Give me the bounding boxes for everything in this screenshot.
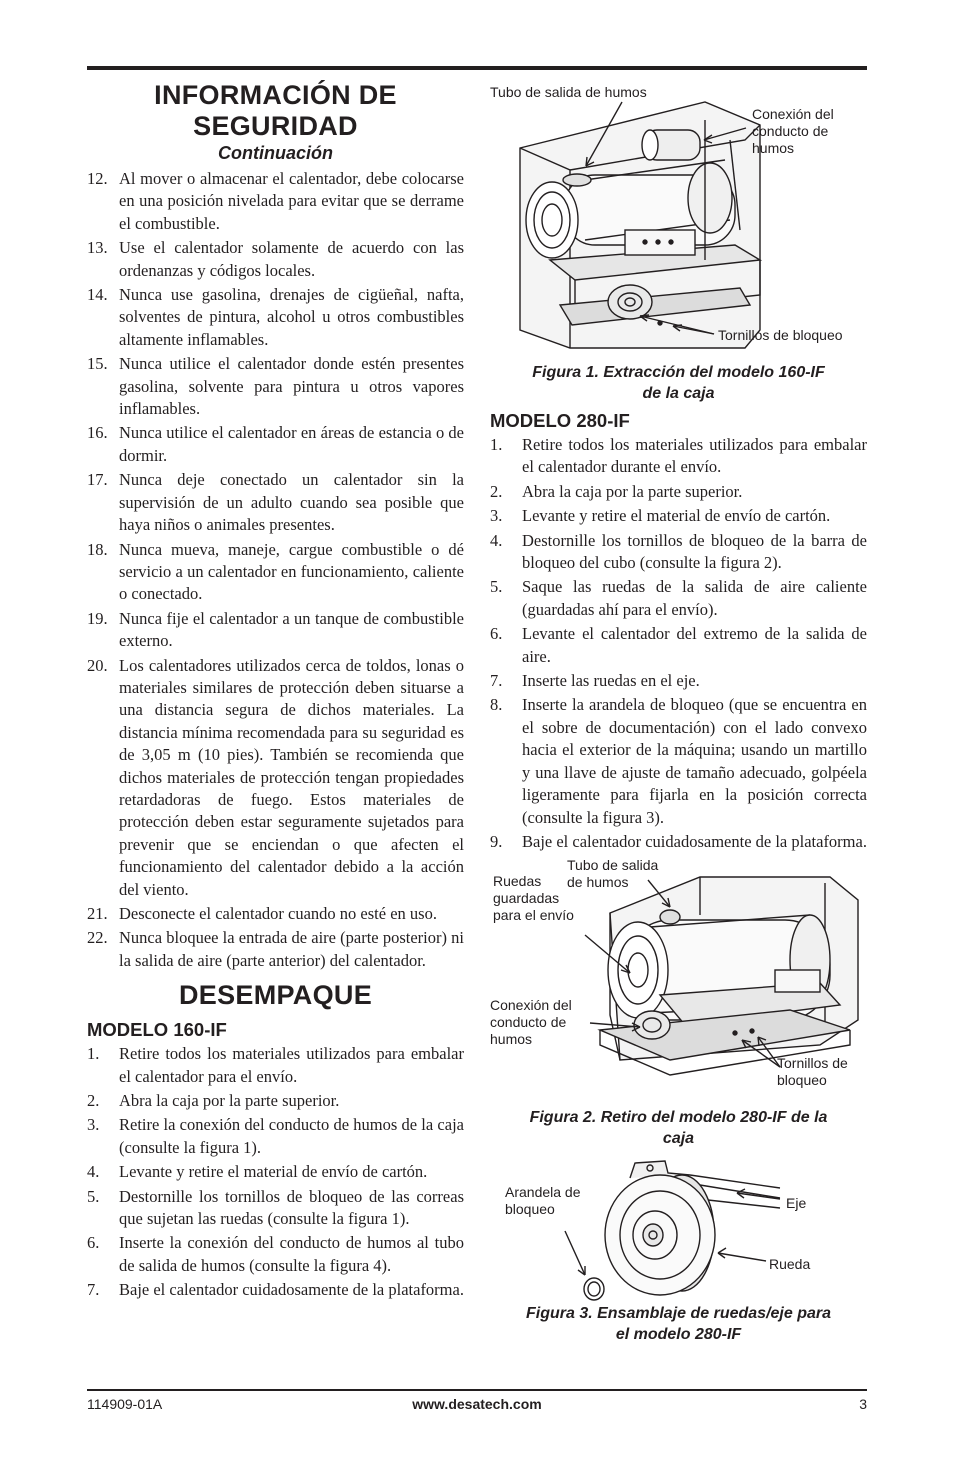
list-item — [87, 539, 464, 606]
fig2-callout-flue-line3: humos — [490, 1031, 533, 1048]
list-item-text: Retire todos los materiales utilizados para embalar el calentador durante el envío. — [522, 435, 867, 477]
list-item-text: Nunca bloquee la entrada de aire (parte posterior) ni la salida de aire (parte anterior) del calentador. — [119, 928, 464, 970]
fig1-callout-flue-line2: conducto de — [752, 123, 829, 139]
top-rule — [87, 66, 867, 70]
list-item-number: 3. — [490, 506, 503, 526]
list-item — [87, 469, 464, 536]
list-item-number: 14. — [87, 285, 108, 305]
figure3-caption-line1: Figura 3. Ensamblaje de ruedas/eje para — [525, 1305, 831, 1323]
list-item — [87, 1186, 464, 1231]
list-item — [87, 655, 464, 901]
figure3-caption — [490, 1303, 867, 1345]
list-item-number: 16. — [87, 423, 108, 443]
list-item-text: Nunca mueva, maneje, cargue combustible o dé servicio a un calentador en funcionamiento, caliente o conectado. — [119, 539, 464, 604]
list-item — [87, 1114, 464, 1159]
list-item — [490, 434, 867, 479]
safety-list — [87, 168, 464, 972]
list-item-text: Baje el calentador cuidadosamente de la plataforma. — [522, 831, 867, 851]
list-item — [87, 608, 464, 653]
list-item-text: Al mover o almacenar el calentador, debe colocarse en una posición nivelada para evitar que se derrame el combustible. — [119, 169, 464, 233]
fig2-callout-exhaust-line2: de humos — [567, 874, 629, 891]
list-item-text: Inserte las ruedas en el eje. — [522, 671, 700, 691]
model160-title: MODELO 160-IF — [87, 1019, 227, 1041]
list-item-number: 20. — [87, 655, 108, 675]
fig1-callout-flue-line1: Conexión del — [752, 106, 834, 122]
unpacking-title: DESEMPAQUE — [178, 980, 373, 1011]
list-item-number: 5. — [87, 1186, 100, 1206]
list-item-number: 2. — [490, 481, 503, 501]
list-item-number: 7. — [87, 1280, 100, 1300]
list-item-number: 1. — [87, 1044, 100, 1064]
list-item — [490, 505, 867, 527]
figure2-caption — [490, 1107, 867, 1149]
list-item — [87, 1161, 464, 1183]
footer-website[interactable]: www.desatech.com — [412, 1396, 542, 1412]
fig1-callout-flue — [752, 106, 834, 157]
fig2-callout-wheels — [493, 873, 574, 924]
figure3-drawing — [490, 1153, 867, 1303]
list-item — [490, 670, 867, 692]
figure3-caption-line2: el modelo 280-IF — [615, 1326, 742, 1344]
fig2-callout-exhaust — [567, 857, 658, 891]
safety-title-line2: SEGURIDAD — [193, 111, 358, 141]
fig2-callout-exhaust-line1: Tubo de salida — [567, 857, 659, 874]
fig2-callout-screws-line2: bloqueo — [777, 1072, 827, 1089]
list-item-text: Inserte la arandela de bloqueo (que se encuentra en el sobre de documentación) con el lado convexo hacia el exterior de la máquina; usando un martillo y una llave de ajuste de tamaño adecuado, golpéela ligeramente para fijarla en la posición correcta (consulte la figura 3). — [522, 695, 867, 827]
figure2-caption-line1: Figura 2. Retiro del modelo 280-IF de la — [529, 1109, 828, 1127]
fig1-callout-lock-screws: Tornillos de bloqueo — [718, 327, 843, 343]
fig3-callout-axle: Eje — [786, 1195, 807, 1212]
list-item-number: 1. — [490, 435, 503, 454]
figure2 — [490, 855, 867, 1107]
footer-page-number: 3 — [859, 1396, 867, 1412]
model280-list — [490, 434, 867, 853]
list-item-number: 8. — [490, 695, 503, 715]
list-item-number: 18. — [87, 539, 108, 559]
list-item-text: Abra la caja por la parte superior. — [522, 481, 743, 501]
list-item-text: Levante y retire el material de envío de cartón. — [522, 506, 831, 526]
list-item — [87, 422, 464, 467]
list-item-text: Nunca utilice el calentador donde estén presentes gasolina, solvente para pintura u otros vapores inflamables. — [119, 354, 464, 419]
figure1-caption-line2: de la caja — [642, 385, 715, 402]
list-item-text: Use el calentador solamente de acuerdo con las ordenanzas y códigos locales. — [119, 238, 464, 280]
fig3-callout-wheel: Rueda — [769, 1256, 811, 1273]
list-item-text: Abra la caja por la parte superior. — [119, 1091, 340, 1111]
list-item-text: Levante y retire el material de envío de cartón. — [119, 1162, 428, 1182]
figure1 — [490, 80, 867, 360]
list-item-number: 15. — [87, 354, 108, 374]
list-item-text: Nunca deje conectado un calentador sin la supervisión de un adulto cuando sea posible que haya niños o animales presentes. — [119, 470, 464, 535]
figure1-caption — [490, 362, 867, 404]
safety-subtitle: Continuación — [218, 143, 333, 163]
list-item-text: Retire la conexión del conducto de humos de la caja (consulte la figura 1). — [119, 1115, 464, 1157]
list-item — [87, 168, 464, 235]
list-item-number: 13. — [87, 238, 108, 258]
list-item-text: Baje el calentador cuidadosamente de la plataforma. — [119, 1280, 464, 1300]
list-item-number: 6. — [87, 1233, 100, 1253]
fig2-callout-flue — [490, 997, 572, 1048]
model160-list — [87, 1043, 464, 1301]
safety-title-line1: INFORMACIÓN DE — [154, 80, 397, 110]
safety-title — [87, 80, 464, 142]
list-item-number: 21. — [87, 904, 108, 923]
list-item — [87, 284, 464, 351]
list-item-text: Saque las ruedas de la salida de aire caliente (guardadas ahí para el envío). — [522, 577, 867, 619]
list-item-text: Levante el calentador del extremo de la salida de aire. — [522, 624, 867, 666]
list-item-text: Retire todos los materiales utilizados para embalar el calentador para el envío. — [119, 1044, 464, 1086]
list-item-number: 17. — [87, 470, 108, 490]
list-item-text: Inserte la conexión del conducto de humos al tubo de salida de humos (consulte la figura 4). — [119, 1233, 464, 1275]
list-item-number: 12. — [87, 169, 108, 188]
list-item-number: 6. — [490, 624, 503, 644]
list-item-number: 2. — [87, 1091, 100, 1111]
bottom-rule — [87, 1389, 867, 1391]
list-item-number: 22. — [87, 928, 108, 948]
list-item-number: 3. — [87, 1115, 100, 1135]
list-item — [490, 831, 867, 853]
fig2-callout-flue-line1: Conexión del — [490, 997, 572, 1014]
right-column — [490, 80, 867, 1345]
list-item-number: 19. — [87, 608, 108, 628]
list-item — [87, 1232, 464, 1277]
list-item-text: Nunca fije el calentador a un tanque de combustible externo. — [119, 608, 464, 651]
list-item — [490, 530, 867, 575]
figure1-caption-line1: Figura 1. Extracción del modelo 160-IF — [532, 364, 825, 381]
list-item — [490, 623, 867, 668]
list-item — [490, 694, 867, 828]
fig2-callout-flue-line2: conducto de — [490, 1014, 567, 1031]
fig3-callout-washer-line1: Arandela de — [505, 1184, 581, 1201]
list-item-text: Nunca utilice el calentador en áreas de estancia o de dormir. — [119, 423, 464, 465]
list-item — [87, 903, 464, 925]
list-item-number: 7. — [490, 671, 503, 691]
list-item-text: Nunca use gasolina, drenajes de cigüeñal, nafta, solventes de pintura, alcohol u otros combustibles altamente inflamables. — [119, 285, 464, 349]
list-item-number: 5. — [490, 577, 503, 597]
list-item-number: 9. — [490, 831, 503, 851]
list-item-text: Los calentadores utilizados cerca de toldos, lonas o materiales similares de protección deben situarse a una distancia segura de dichos materiales. La distancia mínima recomendada para su seguridad es de 3,05 m (10 pies). También se recomienda que dichos materiales de protección tengan propiedades retardadoras de fuego. Estos materiales de protección deben estar seguramente sujetados para prevenir que se enciendan o que afecten el funcionamiento del calentador debido a la acción del viento. — [119, 655, 464, 899]
footer-doc-number: 114909-01A — [87, 1396, 163, 1412]
list-item — [490, 481, 867, 503]
fig3-callout-washer — [505, 1184, 581, 1218]
fig2-callout-wheels-line3: para el envío — [493, 907, 574, 924]
list-item — [87, 927, 464, 972]
fig2-callout-screws — [777, 1055, 848, 1089]
figure2-caption-line2: caja — [662, 1130, 695, 1148]
fig3-callout-washer-line2: bloqueo — [505, 1201, 555, 1218]
list-item — [490, 576, 867, 621]
list-item-text: Destornille los tornillos de bloqueo de las correas que sujetan las ruedas (consulte la figura 1). — [119, 1186, 464, 1229]
figure3 — [490, 1153, 867, 1303]
list-item-text: Destornille los tornillos de bloqueo de la barra de bloqueo del cubo (consulte la figura 2). — [522, 530, 867, 573]
model280-title: MODELO 280-IF — [490, 410, 630, 431]
fig2-callout-wheels-line2: guardadas — [493, 890, 560, 907]
fig2-callout-screws-line1: Tornillos de — [777, 1055, 848, 1072]
list-item — [87, 353, 464, 420]
list-item — [87, 1279, 464, 1301]
list-item-number: 4. — [87, 1162, 100, 1182]
left-column — [87, 80, 464, 1304]
fig2-callout-wheels-line1: Ruedas — [493, 873, 542, 890]
fig1-callout-exhaust-tube: Tubo de salida de humos — [490, 84, 647, 100]
list-item — [87, 237, 464, 282]
list-item-number: 4. — [490, 530, 503, 550]
fig1-callout-flue-line3: humos — [752, 140, 795, 156]
list-item — [87, 1043, 464, 1088]
list-item-text: Desconecte el calentador cuando no esté en uso. — [119, 904, 437, 923]
list-item — [87, 1090, 464, 1112]
